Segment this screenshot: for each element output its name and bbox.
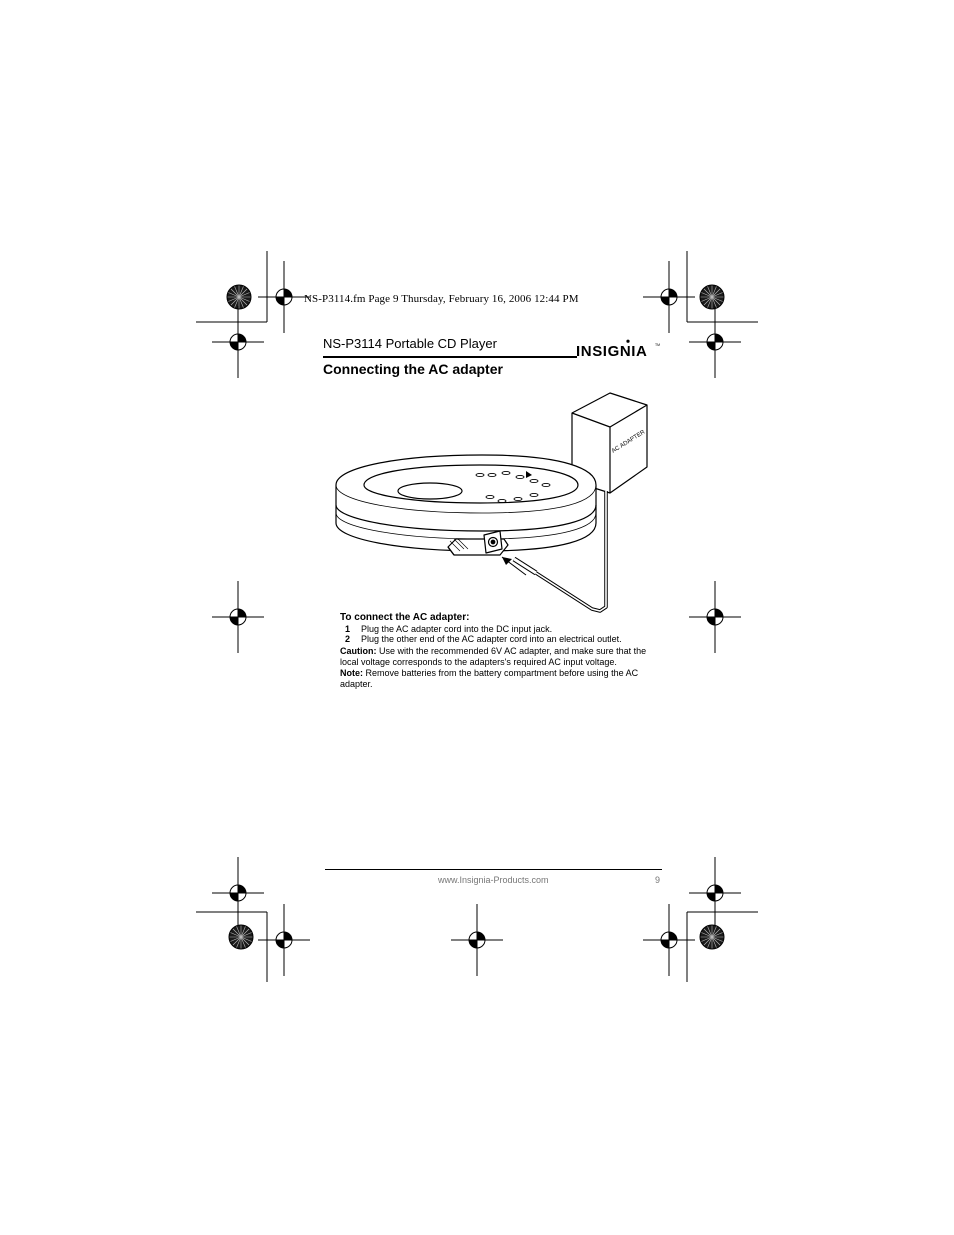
ac-adapter-illustration [330,385,650,617]
footer-rule [325,869,662,870]
header-rule [323,356,577,358]
cd-player [336,455,596,555]
color-bar-top-right [700,285,724,309]
page-number: 9 [655,875,661,885]
color-bar-top-left [227,285,251,309]
procedure-title: To connect the AC adapter: [340,612,470,623]
caution-paragraph [340,646,662,667]
page-header-title: NS-P3114 Portable CD Player [323,336,497,351]
registration-mark-right-upper [689,306,741,378]
step-text: Plug the AC adapter cord into the DC input jack. [361,624,553,634]
registration-mark-left-middle [212,581,264,653]
registration-mark-bottom-center [451,904,503,976]
footer-url: www.Insignia-Products.com [438,875,549,885]
note-paragraph [340,668,640,689]
adapter-label: AC ADAPTER [610,429,647,455]
caution-label: Caution: [340,646,377,656]
step-number: 2 [345,634,351,644]
registration-mark-right-lower [689,857,741,929]
file-slug: NS-P3114.fm Page 9 Thursday, February 16, 2006 12:44 PM [304,293,579,305]
step-number: 1 [345,624,351,634]
registration-mark-left-upper [212,306,264,378]
insignia-logo [576,339,660,363]
brand-dot [626,340,629,343]
registration-mark-left-lower [212,857,264,929]
section-title: Connecting the AC adapter [323,361,503,377]
color-bar-bottom-right [700,925,724,949]
registration-mark-right-middle [689,581,741,653]
brand-name: INSIGNIA [576,343,648,360]
procedure-step [345,624,552,634]
color-bar-bottom-left [229,925,253,949]
brand-trademark: TM [655,343,660,347]
procedure-step [345,634,622,644]
note-label: Note: [340,668,363,678]
step-text: Plug the other end of the AC adapter cord into an electrical outlet. [361,634,622,644]
note-text: Remove batteries from the battery compartment before using the AC adapter. [340,668,639,689]
caution-text: Use with the recommended 6V AC adapter, and make sure that the local voltage corresponds to the adapters's required AC input voltage. [340,646,647,667]
registration-mark-bottom-left [258,904,310,976]
